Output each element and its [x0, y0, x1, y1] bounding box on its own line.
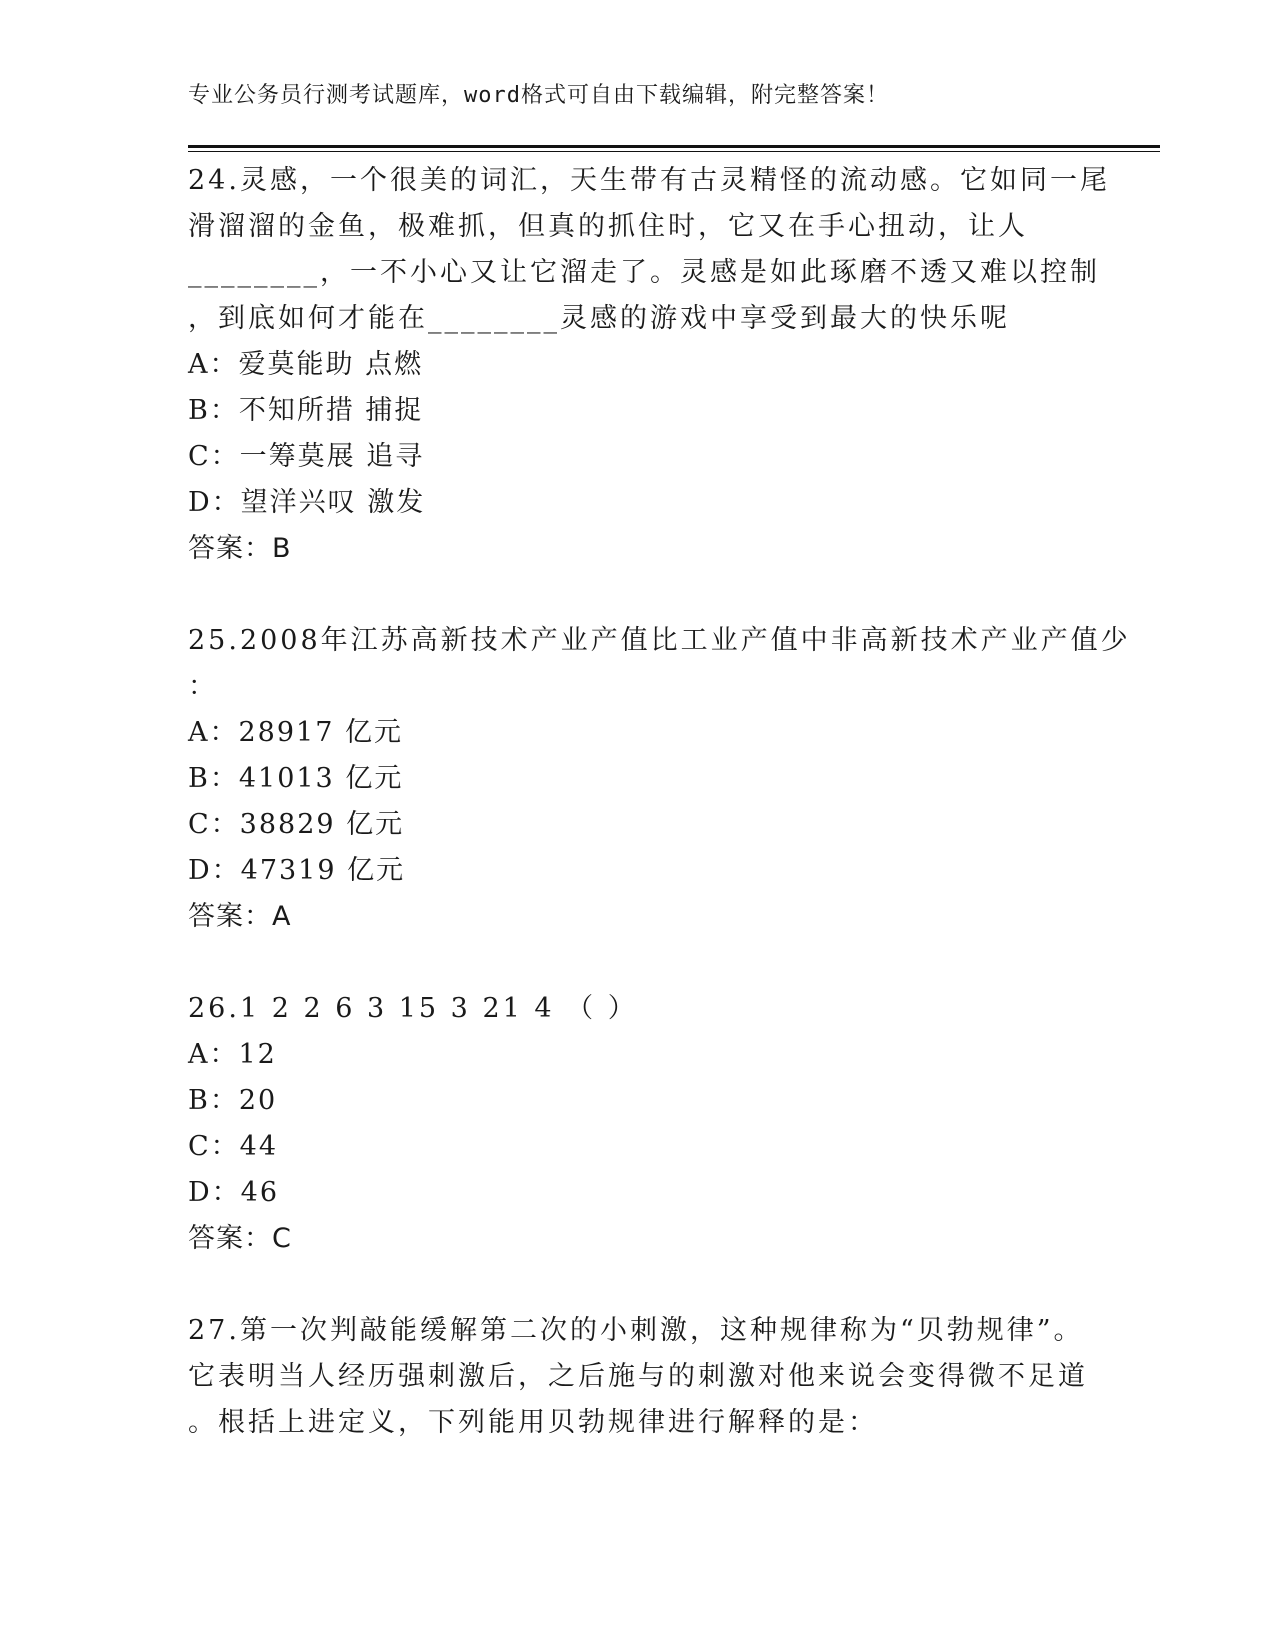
- question-text-line: ，到底如何才能在________灵感的游戏中享受到最大的快乐呢: [188, 303, 1010, 334]
- answer: 答案：A: [188, 901, 292, 932]
- question-text-line: 27.第一次判敲能缓解第二次的小刺激，这种规律称为“贝勃规律”。: [188, 1315, 1084, 1346]
- question-26: [188, 986, 1088, 1262]
- question-text-line: 26.1 2 2 6 3 15 3 21 4 （ ）: [188, 993, 638, 1024]
- page-header: 专业公务员行测考试题库，word格式可自由下载编辑，附完整答案！: [188, 83, 889, 108]
- question-text-line: 24.灵感，一个很美的词汇，天生带有古灵精怪的流动感。它如同一尾: [188, 165, 1110, 196]
- question-text-line: 25.2008年江苏高新技术产业产值比工业产值中非高新技术产业产值少: [188, 625, 1131, 656]
- option-a: A：爱莫能助 点燃: [188, 349, 424, 380]
- option-c: C：38829 亿元: [188, 809, 405, 840]
- option-c: C：44: [188, 1131, 279, 1162]
- question-text-line: ________，一不小心又让它溜走了。灵感是如此琢磨不透又难以控制: [188, 257, 1100, 288]
- header-rule-thin: [188, 151, 1160, 152]
- option-d: D：望洋兴叹 激发: [188, 487, 426, 518]
- question-text-line: 。根括上进定义，下列能用贝勃规律进行解释的是：: [188, 1407, 878, 1438]
- spacer: [188, 572, 1088, 618]
- option-d: D：47319 亿元: [188, 855, 406, 886]
- option-b: B：41013 亿元: [188, 763, 404, 794]
- answer: 答案：B: [188, 533, 292, 564]
- question-text-line: 滑溜溜的金鱼，极难抓，但真的抓住时，它又在手心扭动，让人: [188, 211, 1028, 242]
- option-b: B：20: [188, 1085, 278, 1116]
- option-d: D：46: [188, 1177, 280, 1208]
- option-b: B：不知所措 捕捉: [188, 395, 424, 426]
- answer: 答案：C: [188, 1223, 292, 1254]
- spacer: [188, 940, 1088, 986]
- option-a: A：12: [188, 1039, 277, 1070]
- question-27: [188, 1308, 1088, 1446]
- question-list: [188, 158, 1131, 1446]
- question-25: [188, 618, 1131, 940]
- header-rule-thick: [188, 145, 1160, 148]
- option-a: A：28917 亿元: [188, 717, 403, 748]
- question-text-line: ：: [188, 671, 218, 702]
- question-text-line: 它表明当人经历强刺激后，之后施与的刺激对他来说会变得微不足道: [188, 1361, 1088, 1392]
- option-c: C：一筹莫展 追寻: [188, 441, 425, 472]
- question-24: [188, 158, 1110, 572]
- spacer: [188, 1262, 1088, 1308]
